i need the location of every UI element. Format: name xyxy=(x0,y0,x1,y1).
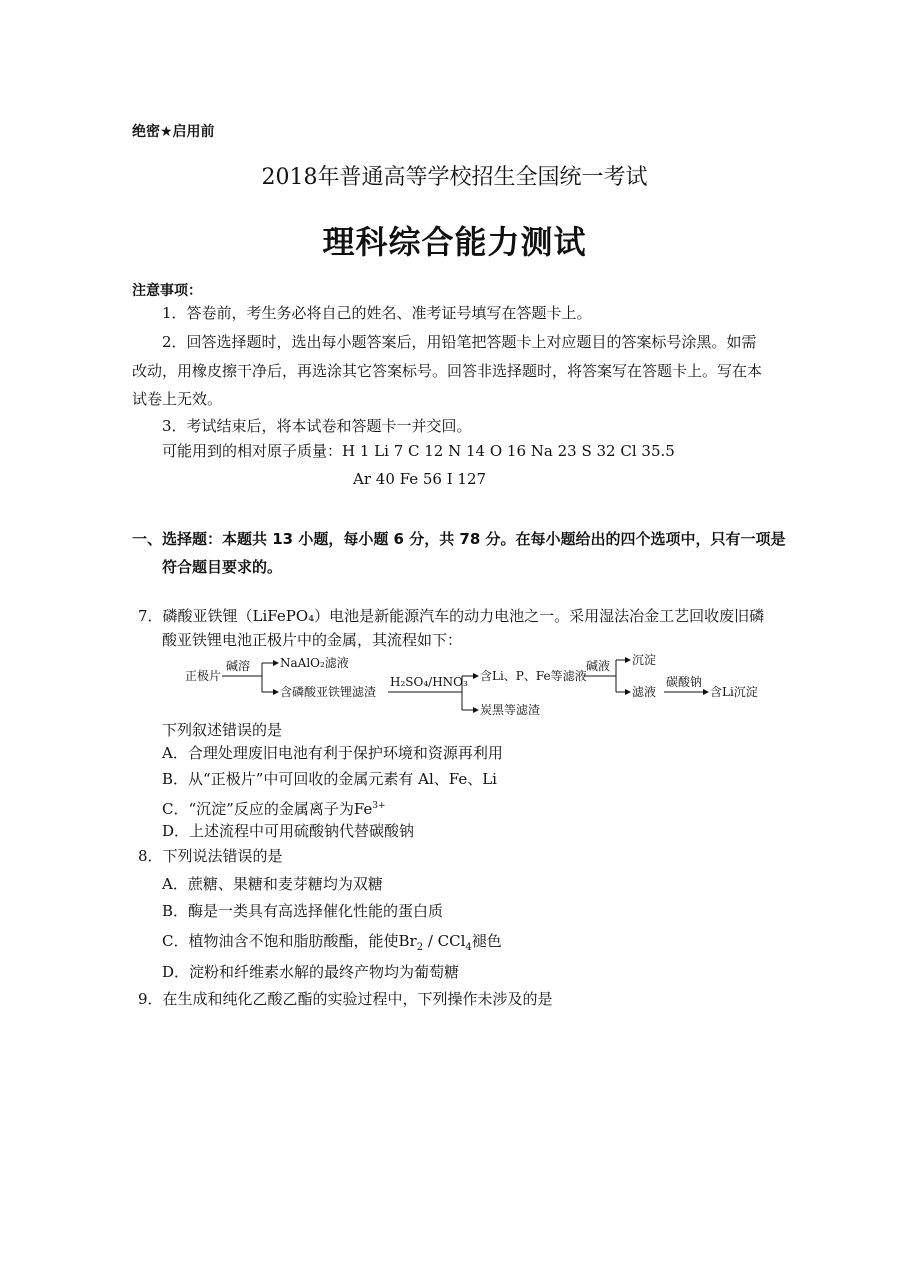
q7-option-b: B．从“正极片”中可回收的金属元素有 Al、Fe、Li xyxy=(162,770,497,788)
flow-acid-label: H₂SO₄/HNO₃ xyxy=(390,675,468,689)
q7-option-c-ion: Fe xyxy=(353,800,373,818)
exam-title: 2018年普通高等学校招生全国统一考试 xyxy=(261,165,648,190)
q7-option-a: A．合理处理废旧电池有利于保护环境和资源再利用 xyxy=(162,744,503,762)
q8-option-c-post: 褪色 xyxy=(471,932,502,950)
flow-sodium-carbonate-label: 碳酸钠 xyxy=(666,675,703,689)
q8-stem: 8．下列说法错误的是 xyxy=(138,847,283,865)
q8-option-c xyxy=(162,930,502,959)
flow-alkali-liquid-label: 碱液 xyxy=(586,659,611,673)
flow-naalo2-label: NaAlO₂滤液 xyxy=(280,656,349,670)
notice-item-2-line-1: 2．回答选择题时，选出每小题答案后，用铅笔把答题卡上对应题目的答案标号涂黑。如需 xyxy=(162,333,757,351)
notice-heading: 注意事项： xyxy=(132,283,202,299)
q8-option-c-text: C．植物油含不饱和脂肪酸酯，能使 xyxy=(162,932,399,950)
q8-option-b: B．酶是一类具有高选择催化性能的蛋白质 xyxy=(162,902,444,920)
flow-start-label: 正极片 xyxy=(185,669,222,683)
notice-item-2-line-3: 试卷上无效。 xyxy=(132,390,223,408)
q7-option-d: D．上述流程中可用硫酸钠代替碳酸钠 xyxy=(162,822,415,840)
q8-option-c-ccl-sub: 4 xyxy=(465,942,472,953)
q7-option-c-charge: 3+ xyxy=(372,801,386,811)
flow-filtrate-label: 滤液 xyxy=(632,685,657,699)
section-heading-line-1: 一、选择题：本题共 13 小题，每小题 6 分，共 78 分。在每小题给出的四个选项中，只有一项是 xyxy=(132,530,786,548)
atomic-mass-line-1: 可能用到的相对原子质量：H 1 Li 7 C 12 N 14 O 16 Na 23 S 32 Cl 35.5 xyxy=(162,442,675,460)
notice-item-1: 1．答卷前，考生务必将自己的姓名、准考证号填写在答题卡上。 xyxy=(162,304,592,322)
flow-carbon-black-label: 炭黑等滤渣 xyxy=(480,703,541,717)
notice-item-3: 3．考试结束后，将本试卷和答题卡一并交回。 xyxy=(162,417,472,435)
q8-option-c-br: Br xyxy=(398,932,417,950)
flow-li-p-fe-label: 含Li、P、Fe等滤液 xyxy=(480,669,587,683)
q7-question: 下列叙述错误的是 xyxy=(162,721,283,739)
q7-option-c xyxy=(162,795,386,820)
q7-stem-line-1: 7．磷酸亚铁锂（LiFePO₄）电池是新能源汽车的动力电池之一。采用湿法冶金工艺回收废旧磷 xyxy=(138,607,765,625)
flow-precipitate-label: 沉淀 xyxy=(632,653,657,667)
section-heading-line-2: 符合题目要求的。 xyxy=(162,558,283,576)
q8-option-d: D．淀粉和纤维素水解的最终产物均为葡萄糖 xyxy=(162,963,460,981)
notice-item-2-line-2: 改动，用橡皮擦干净后，再选涂其它答案标号。回答非选择题时，将答案写在答题卡上。写在本 xyxy=(132,362,763,380)
q9-stem: 9．在生成和纯化乙酸乙酯的实验过程中，下列操作未涉及的是 xyxy=(138,990,553,1008)
atomic-mass-line-2: Ar 40 Fe 56 I 127 xyxy=(353,470,487,488)
subject-title: 理科综合能力测试 xyxy=(322,223,587,261)
q8-option-c-ccl: / CCl xyxy=(423,932,466,950)
q7-stem-line-2: 酸亚铁锂电池正极片中的金属，其流程如下： xyxy=(162,631,463,649)
flow-li-precipitate-label: 含Li沉淀 xyxy=(710,685,758,699)
recycling-flowchart xyxy=(180,650,780,720)
flow-alkali-dissolve-label: 碱溶 xyxy=(226,659,251,673)
q7-option-c-text: C．“沉淀”反应的金属离子为 xyxy=(162,800,354,818)
flow-residue-label: 含磷酸亚铁锂滤渣 xyxy=(280,685,377,699)
q8-option-c-br-sub: 2 xyxy=(416,942,424,953)
q8-option-a: A．蔗糖、果糖和麦芽糖均为双糖 xyxy=(162,875,383,893)
confidential-mark: 绝密★启用前 xyxy=(132,124,215,140)
